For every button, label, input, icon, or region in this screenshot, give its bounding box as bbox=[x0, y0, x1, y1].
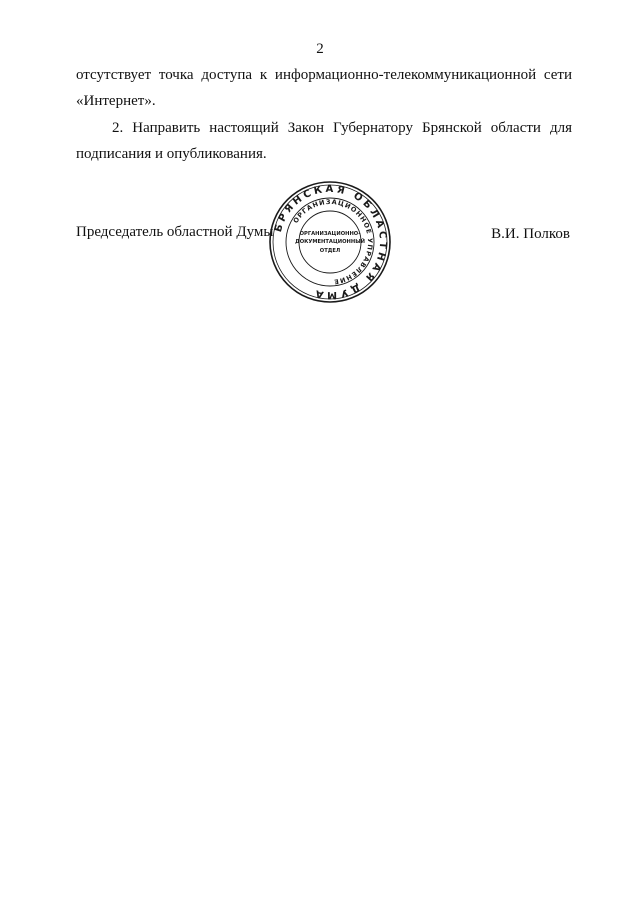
signature-title: Председатель областной Думы bbox=[76, 224, 274, 240]
official-seal bbox=[268, 180, 392, 304]
seal-center-line-1: ОРГАНИЗАЦИОННО- bbox=[299, 231, 361, 237]
paragraph-continuation: отсутствует точка доступа к информационно-телекоммуникационной сети «Интернет». bbox=[76, 67, 572, 109]
seal-center-line-2: ДОКУМЕНТАЦИОННЫЙ bbox=[295, 239, 365, 245]
seal-graphic bbox=[268, 180, 392, 304]
seal-center-line-3: ОТДЕЛ bbox=[319, 248, 341, 254]
seal-inner-textpath: ОРГАНИЗАЦИОННОЕ УПРАВЛЕНИЕ bbox=[291, 197, 375, 286]
paragraph-item-2: 2. Направить настоящий Закон Губернатору Брянской области для подписания и опубликования. bbox=[76, 120, 572, 162]
seal-outer-textpath: БРЯНСКАЯ ОБЛАСТНАЯ ДУМА bbox=[272, 183, 389, 301]
signatory-name: В.И. Полков bbox=[491, 226, 570, 242]
page-number: 2 bbox=[316, 41, 324, 57]
